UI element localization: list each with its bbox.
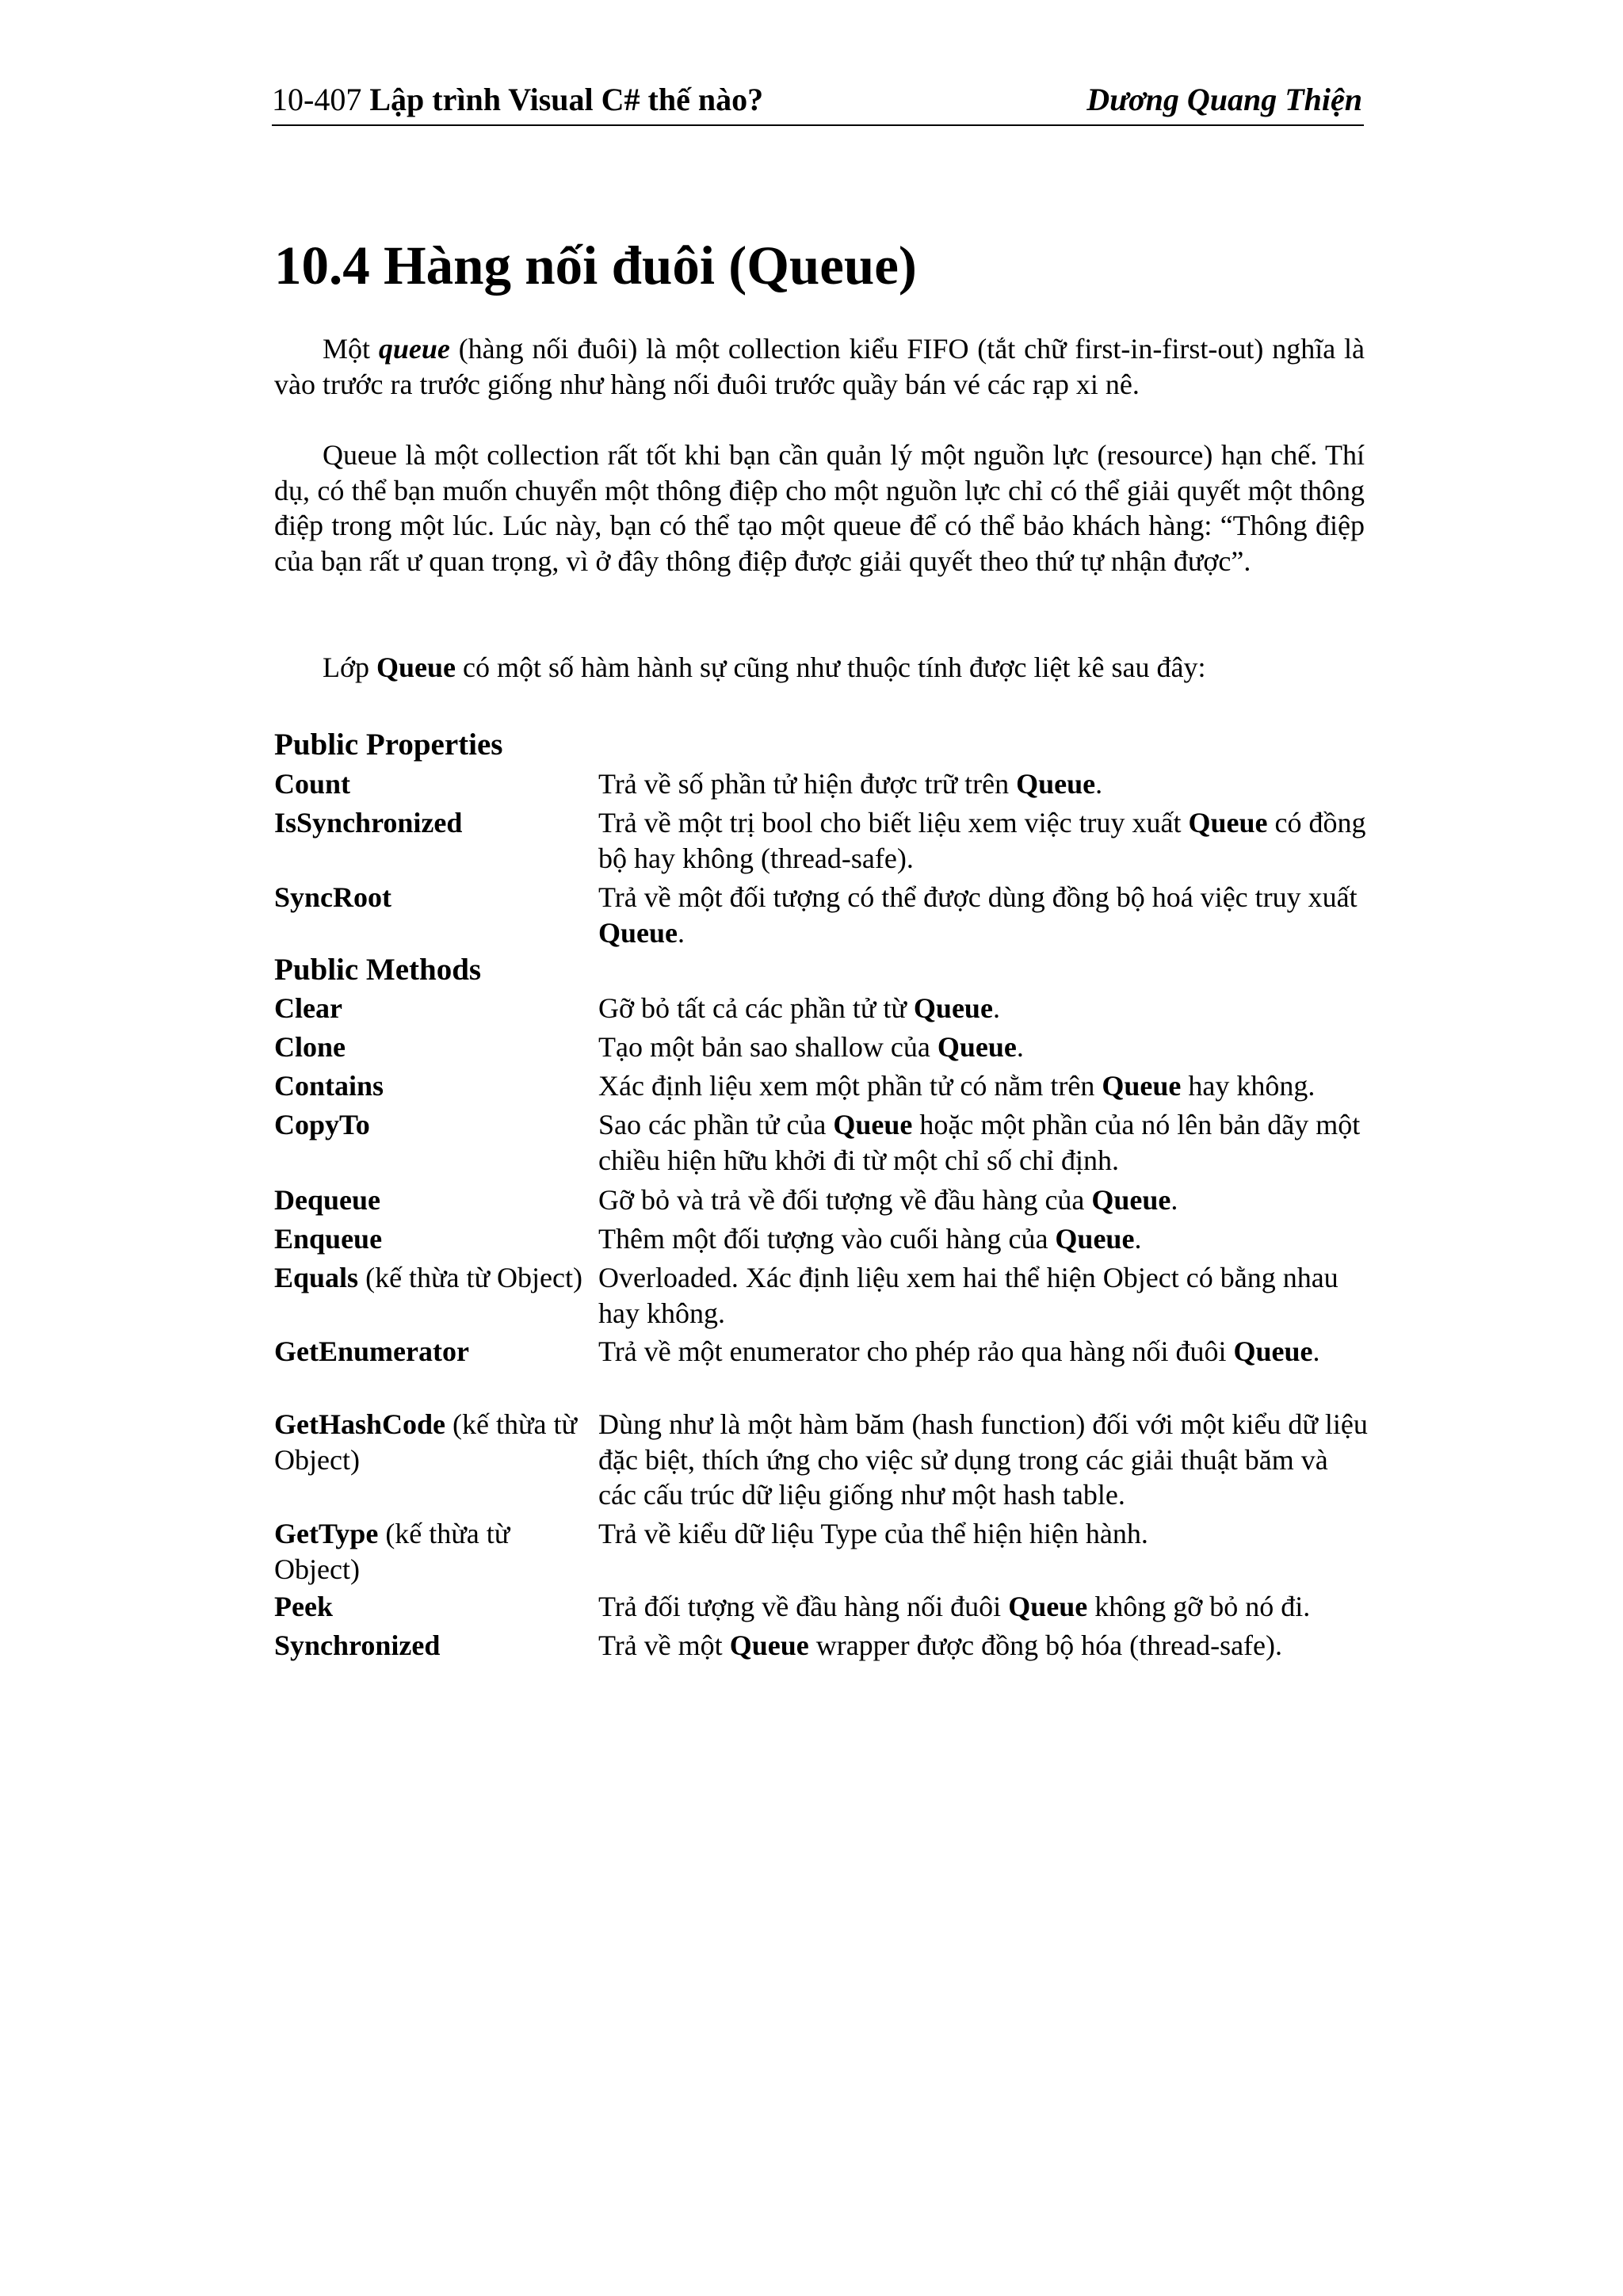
member-name: Count	[274, 768, 351, 800]
member-name: Enqueue	[274, 1223, 383, 1255]
member-name: Synchronized	[274, 1629, 441, 1661]
page-header	[272, 75, 1364, 126]
para3-bold: Queue	[376, 651, 456, 683]
header-left	[272, 75, 763, 124]
member-name: GetHashCode (kế thừa từ Object)	[274, 1408, 577, 1476]
page-number: 10-407	[272, 82, 362, 117]
member-name: CopyTo	[274, 1109, 370, 1140]
member-description: Trả về một trị bool cho biết liệu xem việc truy xuất Queue có đồng bộ hay không (thread-safe).	[598, 807, 1366, 874]
member-name: Clear	[274, 992, 342, 1024]
paragraph-intro	[274, 331, 1365, 402]
member-name: SyncRoot	[274, 881, 392, 913]
member-name: Contains	[274, 1070, 384, 1102]
member-name: IsSynchronized	[274, 807, 463, 839]
para1-em: queue	[378, 333, 450, 365]
member-name: GetEnumerator	[274, 1335, 469, 1367]
member-description: Thêm một đối tượng vào cuối hàng của Queue.	[598, 1223, 1142, 1255]
member-description: Tạo một bản sao shallow của Queue.	[598, 1031, 1024, 1063]
author-name: Dương Quang Thiện	[1086, 82, 1362, 117]
book-title: Lập trình Visual C# thế nào?	[369, 82, 764, 117]
member-name: Peek	[274, 1591, 333, 1622]
member-name: Dequeue	[274, 1184, 380, 1216]
para1-before: Một	[323, 333, 379, 365]
para3-after: có một số hàm hành sự cũng như thuộc tính được liệt kê sau đây:	[456, 651, 1206, 683]
member-description: Trả đối tượng về đầu hàng nối đuôi Queue không gỡ bỏ nó đi.	[598, 1591, 1311, 1622]
member-name: GetType (kế thừa từ Object)	[274, 1518, 510, 1585]
para1-after: (hàng nối đuôi) là một collection kiểu FIFO (tắt chữ first-in-first-out) nghĩa là vào trước ra trước giống như hàng nối đuôi trước quầy bán vé các rạp xi nê.	[274, 333, 1365, 400]
paragraph-usage: Queue là một collection rất tốt khi bạn cần quản lý một nguồn lực (resource) hạn chế. Thí dụ, có thể bạn muốn chuyển một thông điệp cho một nguồn lực chỉ có thể giải quyết một thông điệp trong một lúc. Lúc này, bạn có thể tạo một queue để có thể bảo khách hàng: “Thông điệp của bạn rất ư quan trọng, vì ở đây thông điệp được giải quyết theo thứ tự nhận được”.	[274, 439, 1365, 577]
member-description: Dùng như là một hàm băm (hash function) đối với một kiểu dữ liệu đặc biệt, thích ứng cho việc sử dụng trong các giải thuật băm và các cấu trúc dữ liệu giống như một hash table.	[598, 1408, 1368, 1511]
member-description: Trả về một Queue wrapper được đồng bộ hóa (thread-safe).	[598, 1629, 1283, 1661]
member-description: Trả về số phần tử hiện được trữ trên Queue.	[598, 768, 1103, 800]
member-description: Trả về một đối tượng có thể được dùng đồng bộ hoá việc truy xuất Queue.	[598, 881, 1358, 949]
member-description: Trả về một enumerator cho phép rảo qua hàng nối đuôi Queue.	[598, 1335, 1320, 1367]
member-name: Clone	[274, 1031, 346, 1063]
properties-heading: Public Properties	[274, 728, 503, 762]
member-description: Sao các phần tử của Queue hoặc một phần của nó lên bản dãy một chiều hiện hữu khởi đi từ một chỉ số chỉ định.	[598, 1109, 1361, 1176]
member-description: Trả về kiểu dữ liệu Type của thể hiện hiện hành.	[598, 1518, 1148, 1549]
section-title: 10.4 Hàng nối đuôi (Queue)	[274, 235, 917, 296]
member-description: Overloaded. Xác định liệu xem hai thể hiện Object có bằng nhau hay không.	[598, 1262, 1338, 1329]
paragraph-members-intro	[274, 650, 1365, 686]
methods-heading: Public Methods	[274, 953, 482, 987]
para3-before: Lớp	[323, 651, 377, 683]
member-name: Equals (kế thừa từ Object)	[274, 1262, 582, 1293]
member-description: Gỡ bỏ và trả về đối tượng về đầu hàng của Queue.	[598, 1184, 1178, 1216]
member-description: Xác định liệu xem một phần tử có nằm trên Queue hay không.	[598, 1070, 1316, 1102]
member-description: Gỡ bỏ tất cả các phần tử từ Queue.	[598, 992, 1000, 1024]
